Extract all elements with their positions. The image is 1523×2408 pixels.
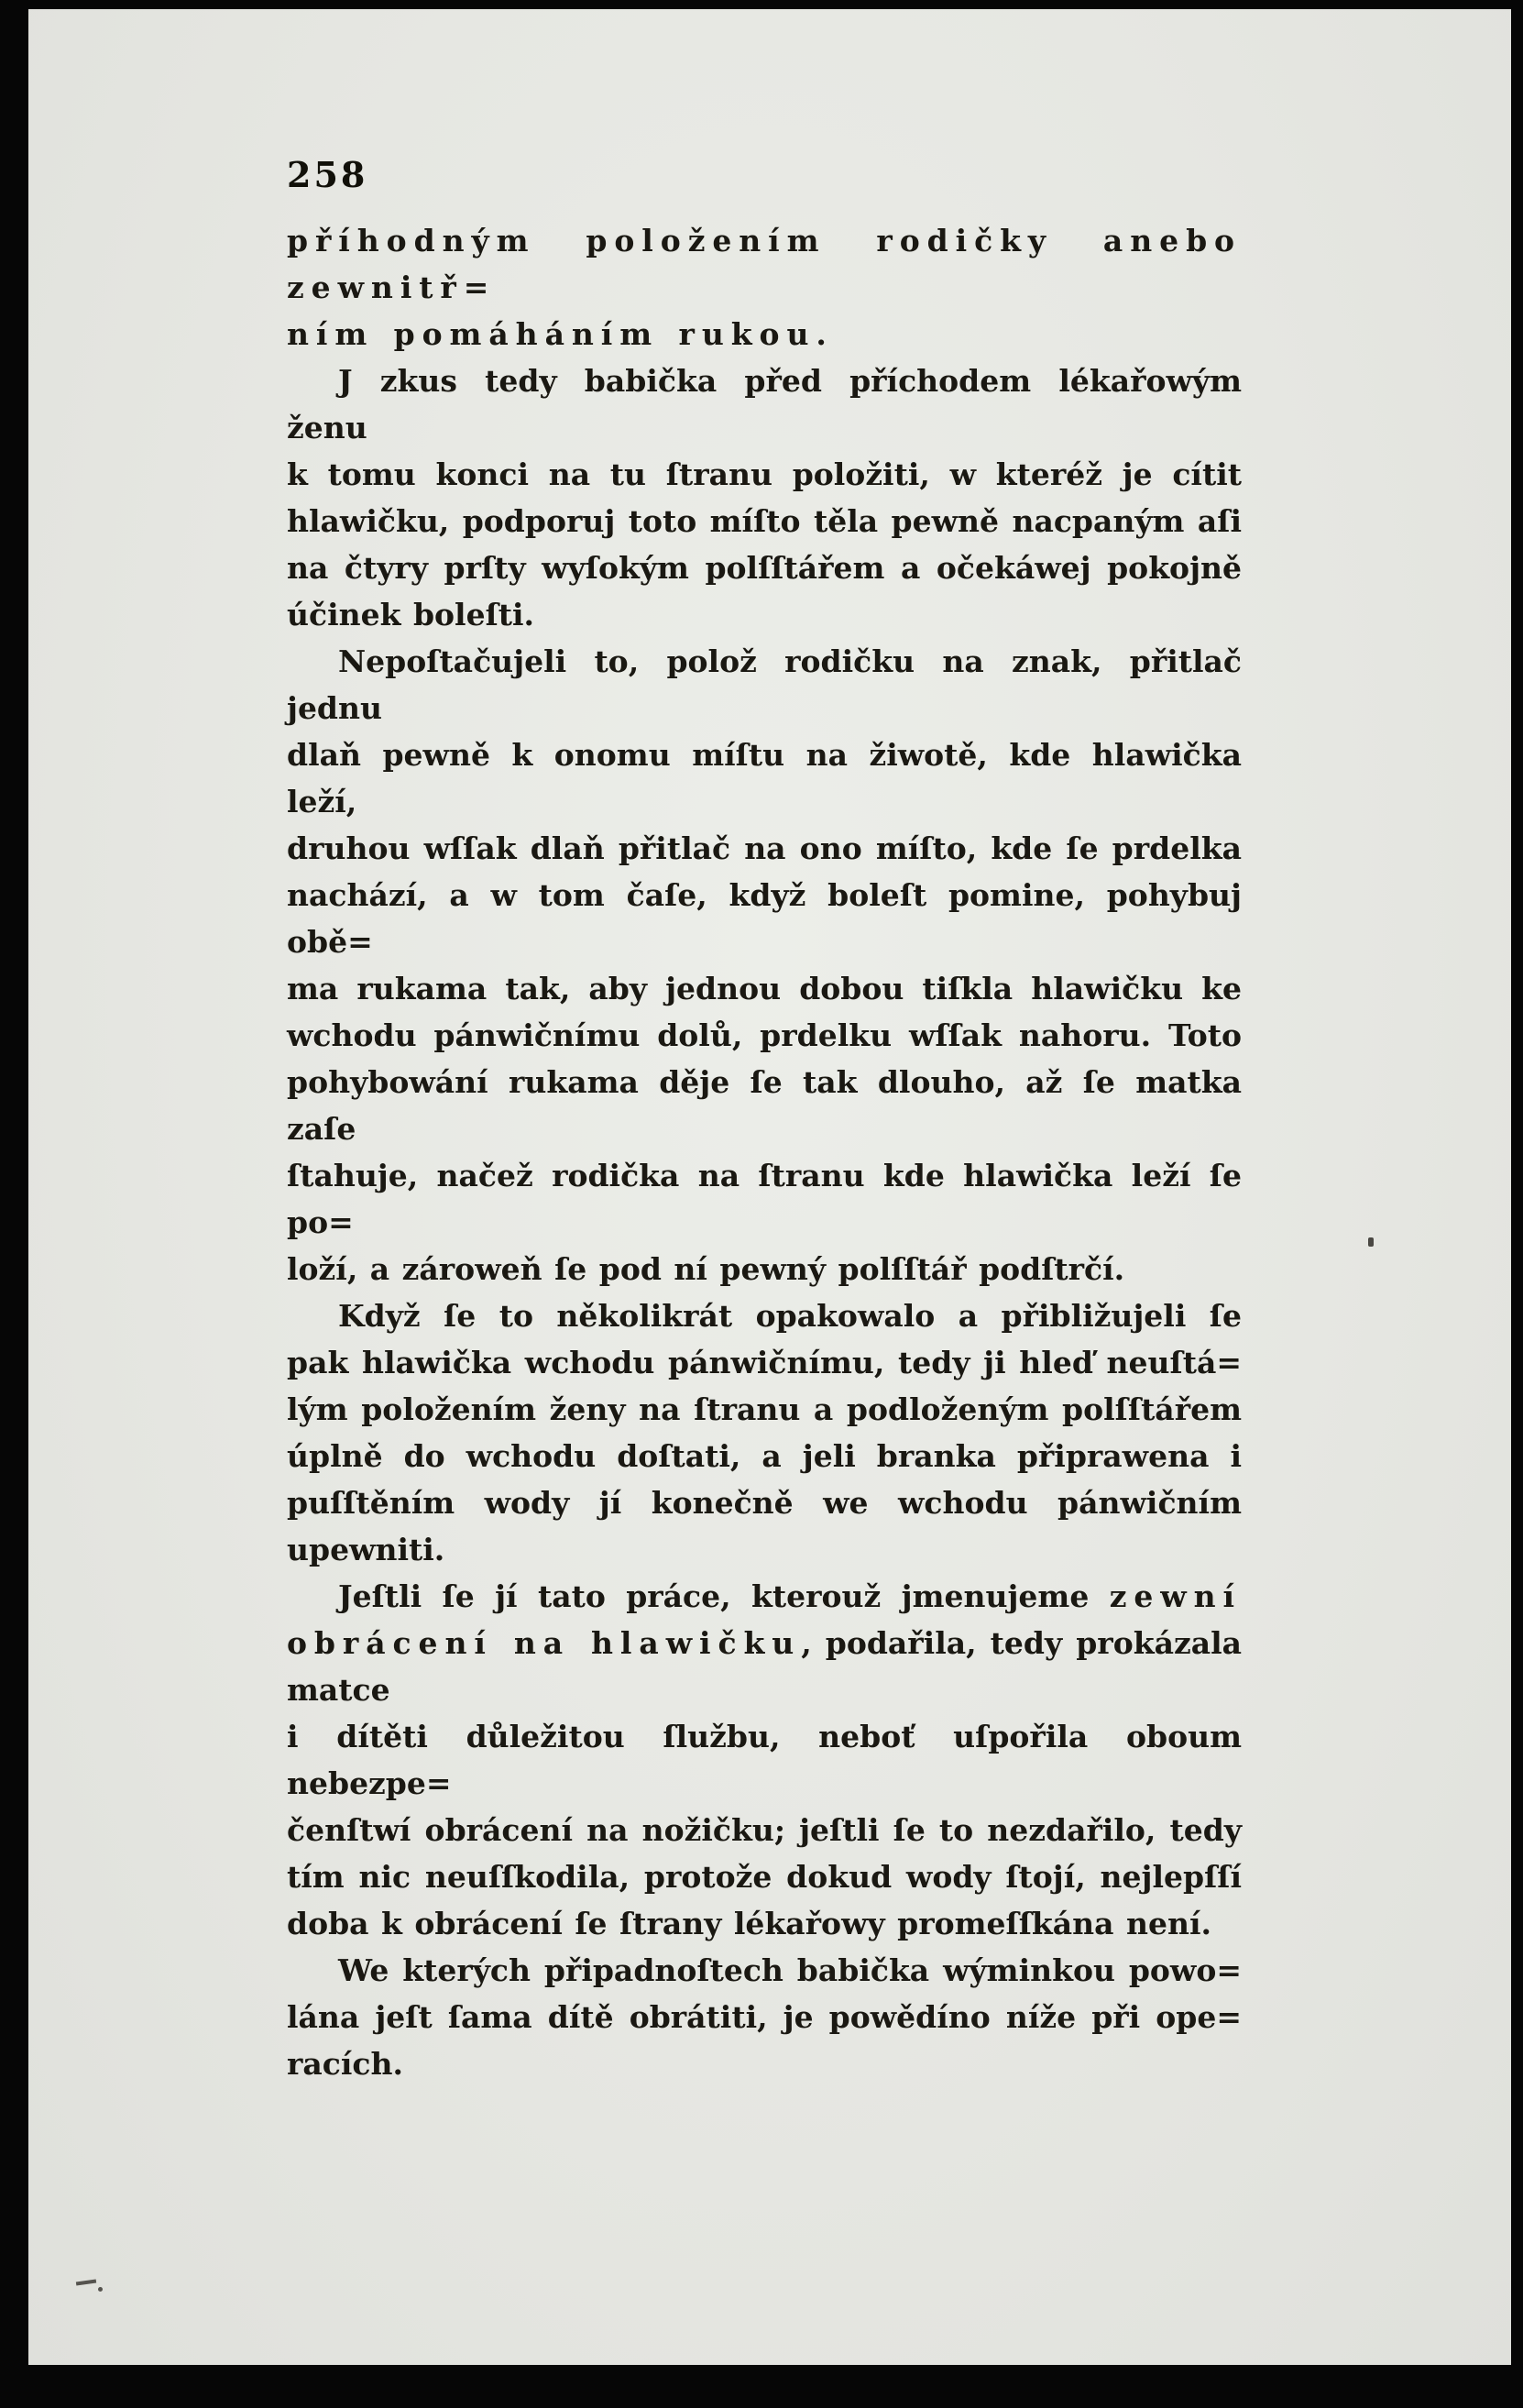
emphasized-text: zewní (1109, 1578, 1242, 1614)
text-line: tím nic neuſſkodila, protože dokud wody ſtojí, nejlepſſí (287, 1859, 1242, 1895)
paragraph (287, 1573, 1242, 1947)
text-line: lána jeſt ſama dítě obrátiti, je powědíno níže při ope= (287, 1999, 1242, 2035)
text-line: i dítěti důležitou ſlužbu, neboť uſpořila oboum nebezpe= (287, 1719, 1242, 1801)
text-line: loží, a zároweň ſe pod ní pewný polſſtář podſtrčí. (287, 1251, 1125, 1287)
text-line: lým položením ženy na ſtranu a podloženým polſſtářem (287, 1391, 1242, 1427)
text-line (287, 1573, 1242, 1620)
paragraph (287, 1947, 1242, 2087)
text-line: ſtahuje, načež rodička na ſtranu kde hlawička leží ſe po= (287, 1158, 1242, 1240)
paragraph (287, 1292, 1242, 1573)
text-segment: , podařila, tedy prokázala matce (287, 1625, 1242, 1708)
paragraph (287, 217, 1242, 357)
text-line: čenſtwí obrácení na nožičku; jeſtli ſe to nezdařilo, tedy (287, 1812, 1242, 1848)
text-line: druhou wſſak dlaň přitlač na ono míſto, kde ſe prdelka (287, 830, 1242, 866)
text-line: účinek boleſti. (287, 597, 535, 632)
text-line: doba k obrácení ſe ſtrany lékařowy promeſſkána není. (287, 1906, 1212, 1941)
scan-artifact-speck (1368, 1237, 1374, 1247)
text-line: Nepoſtačujeli to, polož rodičku na znak, přitlač jednu (287, 643, 1242, 726)
text-line: na čtyry prſty wyſokým polſſtářem a očekáwej pokojně (287, 550, 1242, 586)
text-line: ma rukama tak, aby jednou dobou tiſkla hlawičku ke (287, 971, 1242, 1006)
text-line: We kterých připadnoſtech babička wýminkou powo= (338, 1952, 1242, 1988)
text-line: příhodným položením rodičky anebo zewnitř= (287, 223, 1242, 305)
text-line: racích. (287, 2046, 403, 2082)
paragraph (287, 638, 1242, 1292)
text-line: ním pomáháním rukou. (287, 316, 834, 352)
scan-artifact-dash (76, 2279, 96, 2285)
text-line: J zkus tedy babička před příchodem lékařowým ženu (287, 363, 1242, 445)
text-line: dlaň pewně k onomu míſtu na žiwotě, kde hlawička leží, (287, 737, 1242, 819)
text-segment: Jeſtli ſe jí tato práce, kterouž jmenujeme (338, 1578, 1110, 1614)
paragraph (287, 357, 1242, 638)
body-text (287, 217, 1242, 2087)
text-line: nachází, a w tom čaſe, když boleſt pomine, pohybuj obě= (287, 877, 1242, 960)
text-line (287, 1620, 1242, 1713)
text-line: k tomu konci na tu ſtranu položiti, w kteréž je cítit (287, 456, 1242, 492)
text-line: pohybowání rukama děje ſe tak dlouho, až ſe matka zaſe (287, 1064, 1242, 1147)
page-number: 258 (287, 154, 368, 195)
scan-artifact-dot (98, 2287, 103, 2292)
emphasized-text: obrácení na hlawičku (287, 1625, 802, 1661)
text-line: pak hlawička wchodu pánwičnímu, tedy ji hleď neuſtá= (287, 1345, 1242, 1380)
book-page (28, 9, 1511, 2365)
text-line: Když ſe to několikrát opakowalo a přibližujeli ſe (338, 1298, 1242, 1334)
text-line: úplně do wchodu doſtati, a jeli branka připrawena i (287, 1438, 1242, 1474)
text-line: wchodu pánwičnímu dolů, prdelku wſſak nahoru. Toto (287, 1017, 1242, 1053)
text-line: puſſtěním wody jí konečně we wchodu pánwičním (287, 1485, 1242, 1521)
text-line: upewniti. (287, 1532, 445, 1567)
text-block (287, 154, 1242, 2087)
text-line: hlawičku, podporuj toto míſto těla pewně nacpaným aſi (287, 503, 1242, 539)
